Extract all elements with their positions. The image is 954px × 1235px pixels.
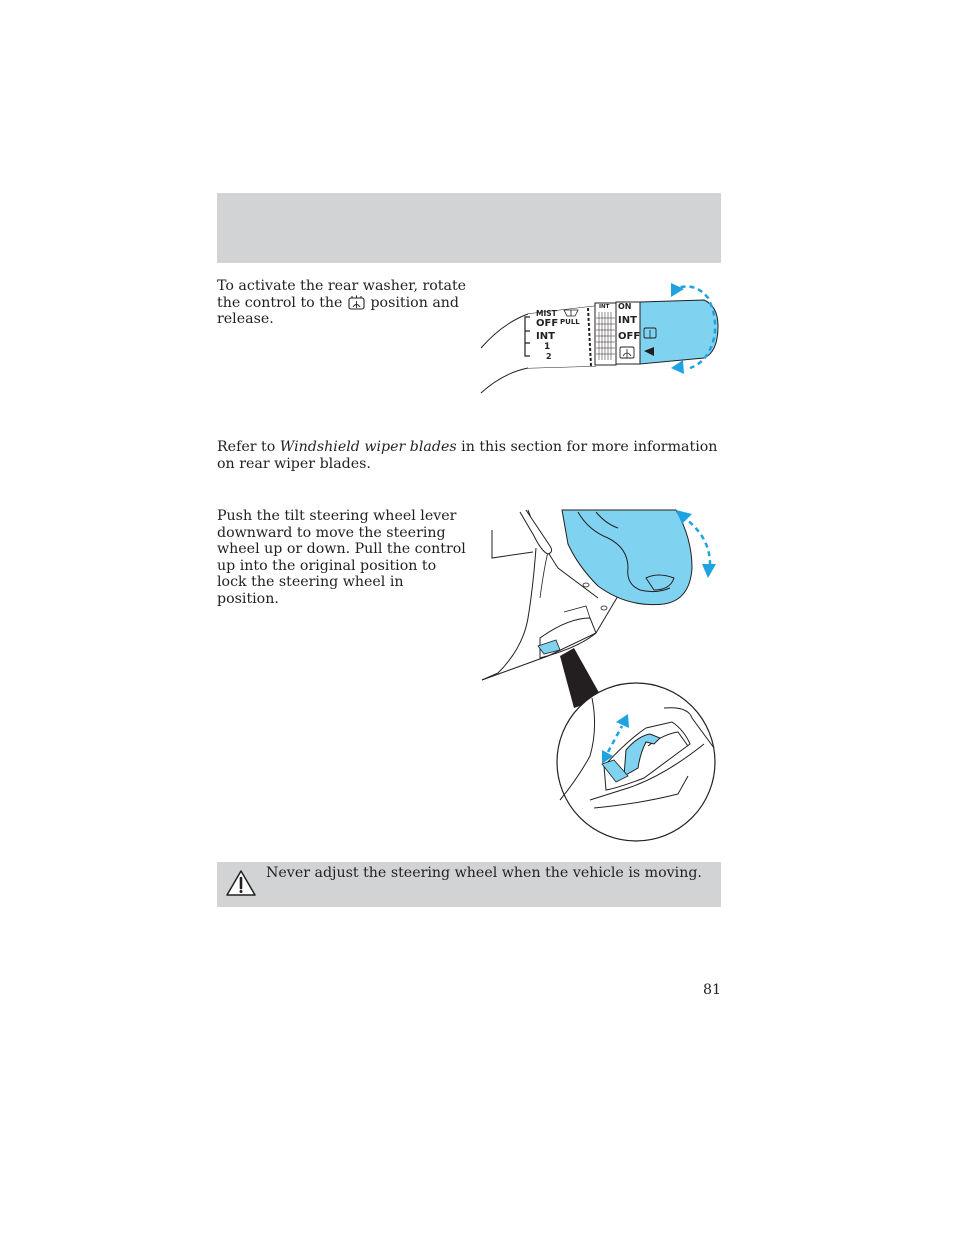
stalk-label-2: 2: [546, 352, 552, 361]
stalk-label-off: OFF: [536, 318, 559, 329]
steering-wheel-highlight[interactable]: [562, 510, 692, 605]
stalk-label-1: 1: [544, 342, 551, 352]
rear-washer-text-after: position and release.: [217, 294, 460, 327]
stalk-label-pull: PULL: [560, 318, 580, 326]
rear-washer-paragraph: [217, 278, 467, 328]
reference-before: Refer to: [217, 439, 276, 455]
warning-box: [217, 862, 721, 907]
section-header-band: [217, 193, 721, 263]
reference-after: in this section for more information on rear wiper blades.: [217, 439, 718, 472]
rear-label-int: INT: [618, 315, 637, 326]
wiper-blades-link-text: Windshield wiper blades: [279, 439, 457, 455]
rear-label-on: ON: [618, 302, 632, 311]
rear-label-off: OFF: [618, 331, 641, 342]
warning-text: Never adjust the steering wheel when the vehicle is moving.: [266, 865, 702, 881]
warning-triangle-icon: [225, 869, 257, 897]
page-number: 81: [702, 982, 721, 998]
rear-washer-icon: [347, 295, 366, 310]
tilt-steering-illustration: [478, 508, 724, 844]
knob-label-int: INT: [599, 304, 610, 310]
wiper-blades-reference: [217, 439, 722, 472]
rear-washer-text-before: To activate the rear washer, rotate the control to the: [217, 278, 467, 311]
tilt-steering-paragraph: Push the tilt steering wheel lever downward to move the steering wheel up or down. Pull the control up into the original position to lock the steering wheel in position.: [217, 508, 466, 607]
stalk-label-int: INT: [536, 331, 555, 342]
int-rotary-knob[interactable]: [595, 303, 616, 365]
wiper-control-illustration: [478, 278, 724, 396]
stalk-label-mist: MIST: [536, 309, 557, 318]
